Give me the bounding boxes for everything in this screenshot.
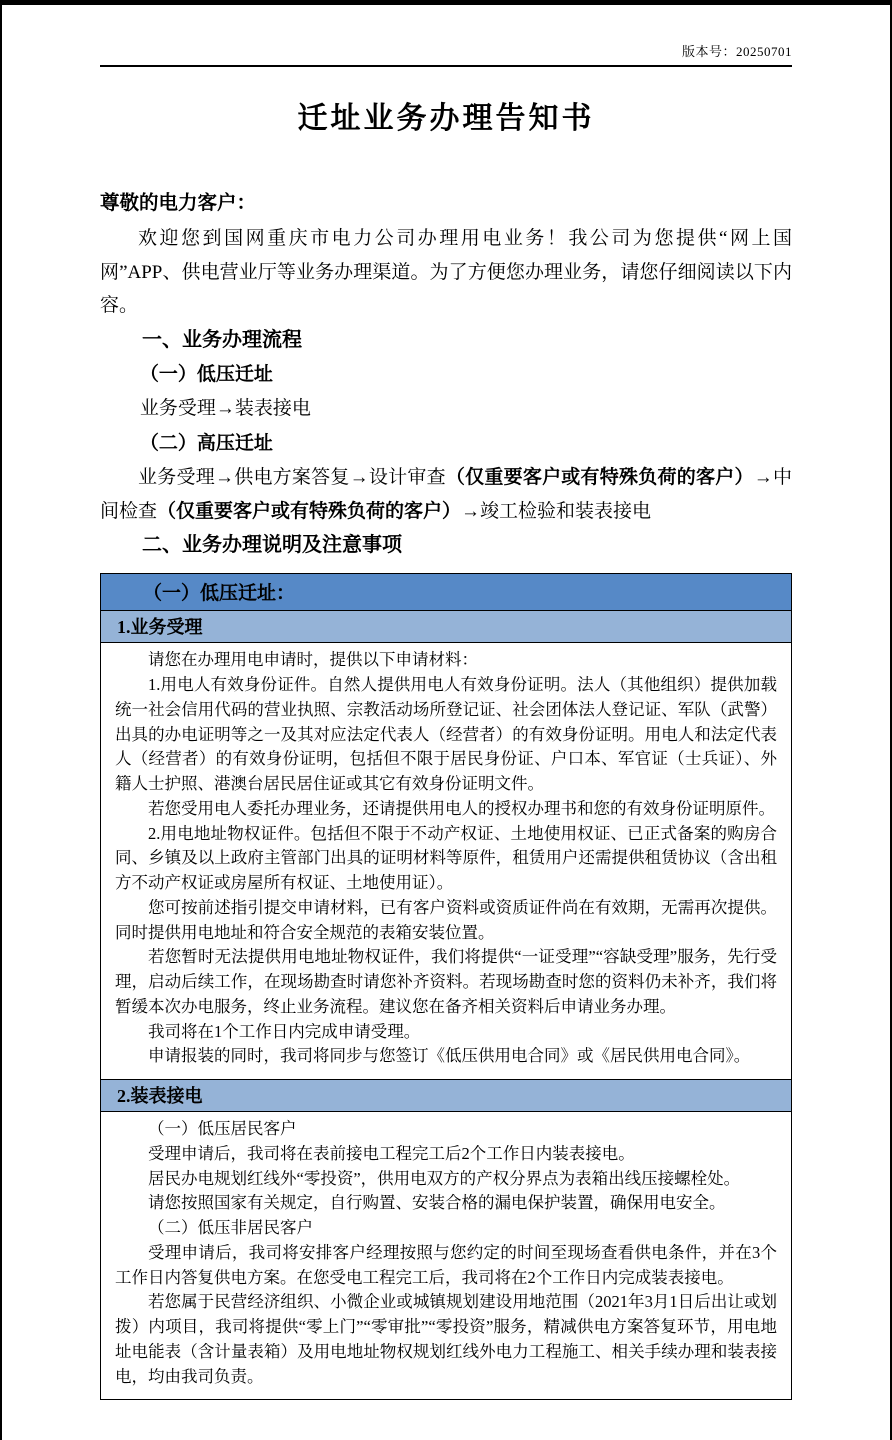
document-title: 迁址业务办理告知书 [297,102,595,135]
document-page [2,5,890,1440]
intro-paragraph: 欢迎您到国网重庆市电力公司办理用电业务！我公司为您提供“网上国网”APP、供电营业厅等业务办理渠道。为了方便您办理业务，请您仔细阅读以下内容。 [100,227,792,317]
paragraph: 您可按前述指引提交申请材料，已有客户资料或资质证件尚在有效期，无需再次提供。同时提供用电地址和符合安全规范的表箱安装位置。 [115,897,777,942]
high-voltage-heading: （二）高压迁址 [139,432,273,454]
low-voltage-flow: 业务受理→装表接电 [139,398,311,420]
paragraph: 请您按照国家有关规定，自行购置、安装合格的漏电保护装置，确保用电安全。 [148,1193,726,1213]
paragraph: （二）低压非居民客户 [148,1218,313,1238]
banner-low-voltage: （一）低压迁址： [101,574,791,610]
hv-flow-segment: →竣工检验和装表接电 [461,500,652,522]
paragraph: 2.用电地址物权证件。包括但不限于不动产权证、土地使用权证、已正式备案的购房合同、乡镇及以上政府主管部门出具的证明材料等原件，租赁用户还需提供租赁协议（含出租方不动产权证或房屋所有权证、土地使用证）。 [115,823,777,893]
paragraph: 若您暂时无法提供用电地址物权证件，我们将提供“一证受理”“容缺受理”服务，先行受理，启动后续工作，在现场勘查时请您补齐资料。若现场勘查时您的资料仍未补齐，我们将暂缓本次办电服务，终止业务流程。建议您在备齐相关资料后申请业务办理。 [115,947,777,1016]
paragraph: 居民办电规划红线外“零投资”，供用电双方的产权分界点为表箱出线压接螺栓处。 [148,1168,741,1188]
high-voltage-flow [100,461,792,529]
acceptance-content [101,642,791,1079]
hv-flow-bold-note: （仅重要客户或有特殊负荷的客户） [445,466,754,488]
header-rule [100,65,792,67]
section-heading-notes: 二、业务办理说明及注意事项 [142,534,402,557]
paragraph: 若您属于民营经济组织、小微企业或城镇规划建设用地范围（2021年3月1日后出让或划拨）内项目，我司将提供“零上门”“零审批”“零投资”服务，精减供电方案答复环节，用电地址电能表（含计量表箱）及用电地址物权规划红线外电力工程施工、相关手续办理和装表接电，均由我司负责。 [115,1292,777,1386]
paragraph: 我司将在1个工作日内完成申请受理。 [148,1021,421,1041]
version-number: 版本号：20250701 [681,44,792,59]
paragraph: 受理申请后，我司将安排客户经理按照与您约定的时间至现场查看供电条件，并在3个工作日内答复供电方案。在您受电工程完工后，我司将在2个工作日内完成装表接电。 [115,1242,777,1287]
section-heading-process: 一、业务办理流程 [142,329,302,352]
paragraph: 申请报装的同时，我司将同步与您签订《低压供用电合同》或《居民供用电合同》。 [148,1046,751,1066]
installation-content [101,1111,791,1399]
paragraph: 受理申请后，我司将在表前接电工程完工后2个工作日内装表接电。 [148,1143,635,1163]
paragraph: 若您受用电人委托办理业务，还请提供用电人的授权办理书和您的有效身份证明原件。 [148,798,775,818]
banner-installation: 2.装表接电 [101,1079,791,1111]
paragraph: 1.用电人有效身份证件。自然人提供用电人有效身份证明。法人（其他组织）提供加载统一社会信用代码的营业执照、宗教活动场所登记证、社会团体法人登记证、军队（武警）出具的办电证明等之一及其对应法定代表人（经营者）的有效身份证明。用电人和法定代表人（经营者）的有效身份证明，包括但不限于居民身份证、户口本、军官证（士兵证）、外籍人士护照、港澳台居民居住证或其它有效身份证明文件。 [115,675,777,794]
paragraph: 请您在办理用电申请时，提供以下申请材料： [148,650,478,670]
low-voltage-heading: （一）低压迁址 [139,364,273,386]
notice-table [100,573,792,1400]
hv-flow-segment: 业务受理→供电方案答复→设计审查 [138,466,446,488]
hv-flow-segment: →中间检查 [100,466,792,522]
hv-flow-bold-note: （仅重要客户或有特殊负荷的客户） [157,500,462,522]
paragraph: （一）低压居民客户 [148,1119,297,1139]
banner-acceptance: 1.业务受理 [101,610,791,642]
salutation: 尊敬的电力客户： [100,193,257,214]
